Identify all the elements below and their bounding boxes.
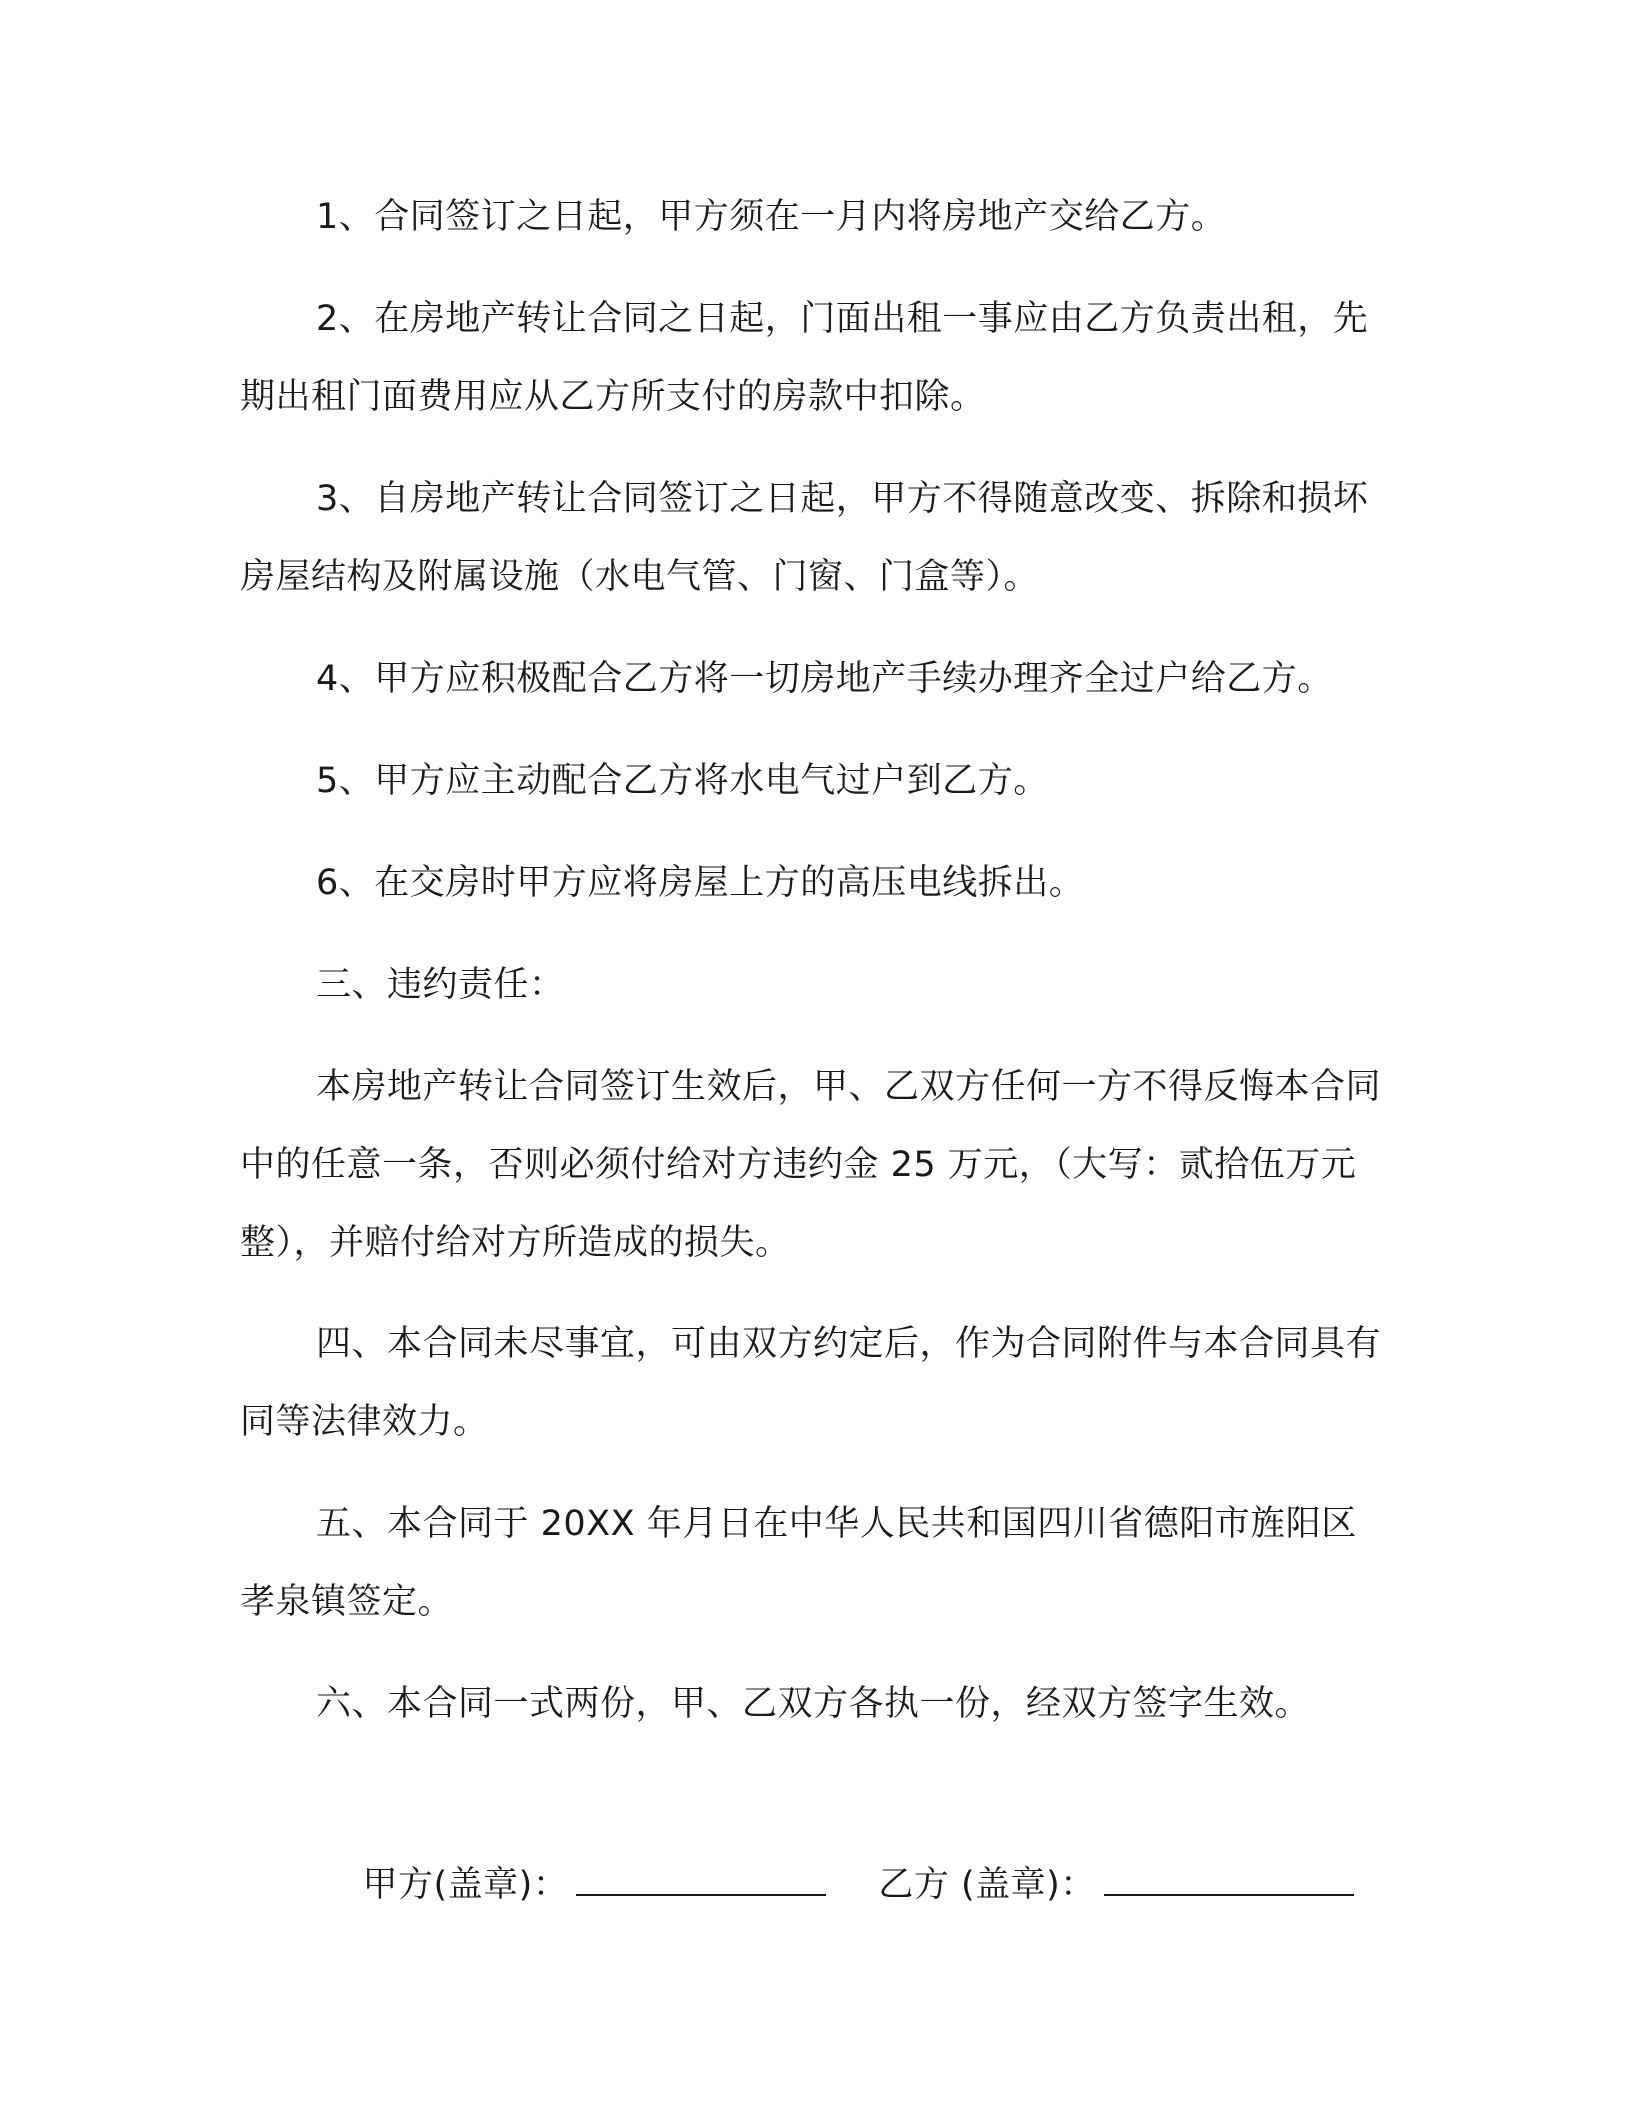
clause-5: 5、甲方应主动配合乙方将水电气过户到乙方。 [316, 761, 1049, 801]
party-b-signature [878, 1846, 1353, 1924]
breach-clause: 本房地产转让合同签订生效后，甲、乙双方任何一方不得反悔本合同中的任意一条，否则必须付给对方违约金 25 万元，（大写：贰拾伍万元整），并赔付给对方所造成的损失。 [240, 1067, 1382, 1263]
section-four: 四、本合同未尽事宜，可由双方约定后，作为合同附件与本合同具有同等法律效力。 [240, 1324, 1382, 1442]
party-a-signature [363, 1846, 827, 1924]
party-b-signature-blank[interactable] [1104, 1864, 1354, 1896]
clause-4: 4、甲方应积极配合乙方将一切房地产手续办理齐全过户给乙方。 [316, 659, 1333, 699]
section-five: 五、本合同于 20XX 年月日在中华人民共和国四川省德阳市旌阳区孝泉镇签定。 [240, 1504, 1357, 1622]
section-heading-breach: 三、违约责任： [316, 965, 565, 1005]
party-b-label: 乙方 (盖章)： [878, 1865, 1096, 1905]
clause-6: 6、在交房时甲方应将房屋上方的高压电线拆出。 [316, 863, 1085, 903]
signature-line [316, 1768, 1416, 2002]
clause-2: 2、在房地产转让合同之日起，门面出租一事应由乙方负责出租，先期出租门面费用应从乙方所支付的房款中扣除。 [240, 299, 1369, 417]
clause-1: 1、合同签订之日起，甲方须在一月内将房地产交给乙方。 [316, 197, 1227, 237]
party-a-signature-blank[interactable] [576, 1864, 826, 1896]
clause-3: 3、自房地产转让合同签订之日起，甲方不得随意改变、拆除和损坏房屋结构及附属设施（水电气管、门窗、门盒等）。 [240, 479, 1369, 597]
party-a-label: 甲方(盖章)： [362, 1865, 569, 1905]
section-six: 六、本合同一式两份，甲、乙双方各执一份，经双方签字生效。 [316, 1684, 1311, 1724]
